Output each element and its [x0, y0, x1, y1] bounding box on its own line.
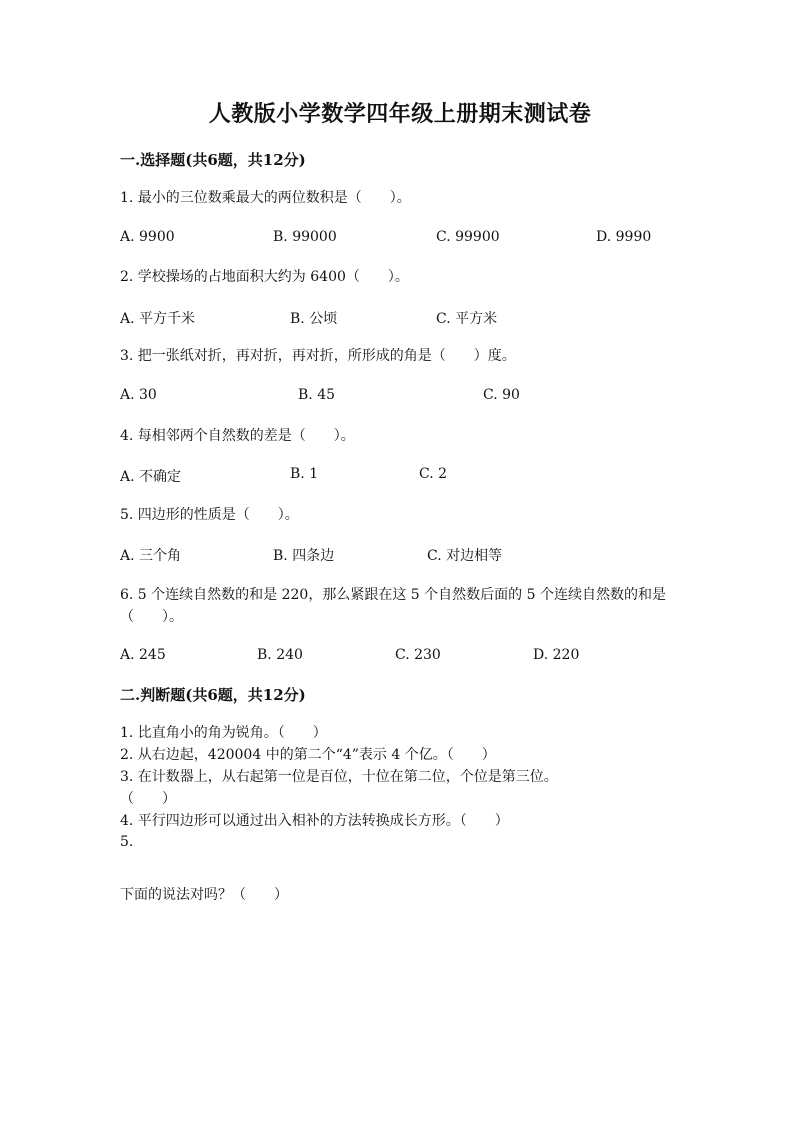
option-5b: B. 四条边	[273, 548, 335, 564]
judge-item-4: 4. 平行四边形可以通过出入相补的方法转换成长方形。（ ）	[120, 813, 509, 829]
option-6a: A. 245	[120, 647, 166, 663]
judge-item-3-blank: （ ）	[120, 791, 176, 807]
option-3a: A. 30	[120, 387, 157, 403]
option-1c: C. 99900	[436, 229, 500, 245]
option-5c: C. 对边相等	[427, 548, 503, 564]
judge-item-5-question: 下面的说法对吗？（ ）	[120, 887, 288, 903]
option-2a: A. 平方千米	[120, 311, 196, 327]
page-title: 人教版小学数学四年级上册期末测试卷	[208, 101, 592, 127]
question-5: 5. 四边形的性质是（ ）。	[120, 507, 299, 523]
option-1b: B. 99000	[273, 229, 337, 245]
option-2b: B. 公顷	[290, 311, 338, 327]
question-1: 1. 最小的三位数乘最大的两位数积是（ ）。	[120, 190, 411, 206]
judge-item-3: 3. 在计数器上，从右起第一位是百位，十位在第二位，个位是第三位。	[120, 769, 558, 785]
option-3c: C. 90	[483, 387, 520, 403]
option-6d: D. 220	[533, 647, 580, 663]
judge-item-2: 2. 从右边起，420004 中的第二个“4”表示 4 个亿。（ ）	[120, 747, 496, 763]
option-6b: B. 240	[257, 647, 303, 663]
question-6: 6. 5 个连续自然数的和是 220，那么紧跟在这 5 个自然数后面的 5 个连续自然数的和是（ ）。	[120, 587, 666, 625]
option-1a: A. 9900	[120, 229, 175, 245]
option-4c: C. 2	[419, 466, 448, 482]
option-2c: C. 平方米	[436, 311, 498, 327]
option-1d: D. 9990	[596, 229, 652, 245]
question-3: 3. 把一张纸对折，再对折，再对折，所形成的角是（ ）度。	[120, 348, 516, 364]
question-2: 2. 学校操场的占地面积大约为 6400（ ）。	[120, 269, 409, 285]
section-header-true-false: 二.判断题(共6题，共12分)	[120, 686, 306, 704]
section-header-multiple-choice: 一.选择题(共6题，共12分)	[120, 151, 306, 169]
judge-item-1: 1. 比直角小的角为锐角。（ ）	[120, 725, 327, 741]
judge-item-5: 5.	[120, 834, 134, 850]
option-3b: B. 45	[298, 387, 336, 403]
question-4: 4. 每相邻两个自然数的差是（ ）。	[120, 428, 355, 444]
option-5a: A. 三个角	[120, 548, 182, 564]
option-4a: A. 不确定	[120, 469, 182, 485]
option-4b: B. 1	[290, 466, 319, 482]
option-6c: C. 230	[395, 647, 441, 663]
